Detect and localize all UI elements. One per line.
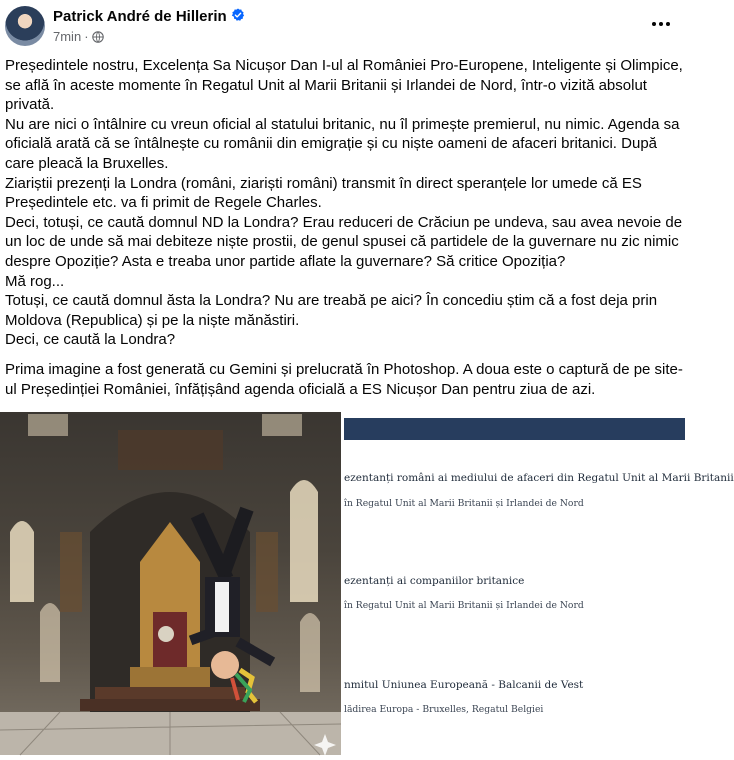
avatar[interactable]	[5, 6, 45, 46]
globe-icon	[92, 31, 104, 43]
post-paragraph: Deci, totuși, ce caută domnul ND la Londra? Erau reduceri de Crăciun pe undeva, sau avea nevoie de un loc de unde să mai debiteze niște prostii, de genul spusei că partidele de la guvernare nu zic nimic despre Opoziție? Asta e treaba unor partide aflate la guvernare? Să critice Opoziția?	[5, 213, 683, 270]
post-body	[5, 56, 683, 399]
post-paragraph: Președintele nostru, Excelența Sa Nicușor Dan I-ul al României Pro-Europene, Inteligente și Olimpice, se află în aceste momente în Regatul Unit al Marii Britanii și Irlandei de Nord, într-o vizită absolut privată.	[5, 57, 683, 114]
post-paragraph: Nu are nici o întâlnire cu vreun oficial al statului britanic, nu îl primește premierul, nu nimic. Agenda sa oficială arată că se întâlnește cu românii din emigrație și cu niște oameni de afaceri britanici. După care pleacă la Bruxelles.	[5, 115, 680, 172]
separator-dot: ·	[84, 29, 89, 44]
post-meta	[53, 29, 104, 44]
agenda-item-title: ezentanți ai companiilor britanice	[344, 575, 525, 587]
post-header	[0, 0, 685, 52]
agenda-item-location: lădirea Europa - Bruxelles, Regatul Belgiei	[344, 704, 544, 715]
author-name[interactable]	[53, 8, 245, 25]
more-options-button[interactable]	[645, 10, 677, 38]
agenda-item-location: în Regatul Unit al Marii Britanii și Irlandei de Nord	[344, 600, 584, 611]
photo-agenda-screenshot[interactable]	[344, 412, 734, 755]
throne-room-illustration	[0, 412, 341, 755]
post-paragraph: Mă rog...	[5, 272, 65, 290]
author-name-label: Patrick André de Hillerin	[53, 8, 227, 25]
photo-generated-image[interactable]	[0, 412, 341, 755]
agenda-header-bar	[344, 418, 685, 440]
post-paragraph: Ziariștii prezenți la Londra (români, ziariști români) transmit în direct speranțele lor umede că ES Președintele etc. va fi primit de Regele Charles.	[5, 174, 642, 212]
post-timestamp[interactable]: 7min	[53, 29, 82, 44]
verified-badge-icon	[231, 8, 245, 22]
post-caption: Prima imagine a fost generată cu Gemini și prelucrată în Photoshop. A doua este o captură de pe site-ul Președinției României, înfățișând agenda oficială a ES Nicușor Dan pentru ziua de azi.	[5, 360, 683, 398]
post-paragraph: Deci, ce caută la Londra?	[5, 331, 176, 349]
more-horizontal-icon	[651, 21, 671, 27]
agenda-item-title: nmitul Uniunea Europeană - Balcanii de Vest	[344, 679, 584, 691]
post-paragraph: Totuși, ce caută domnul ăsta la Londra? Nu are treabă pe aici? În concediu știm că a fost deja prin Moldova (Republica) și pe la niște mănăstiri.	[5, 292, 658, 329]
agenda-item-title: ezentanți români ai mediului de afaceri din Regatul Unit al Marii Britanii	[344, 472, 734, 484]
post-media	[0, 412, 734, 755]
agenda-item-location: în Regatul Unit al Marii Britanii și Irlandei de Nord	[344, 498, 584, 509]
